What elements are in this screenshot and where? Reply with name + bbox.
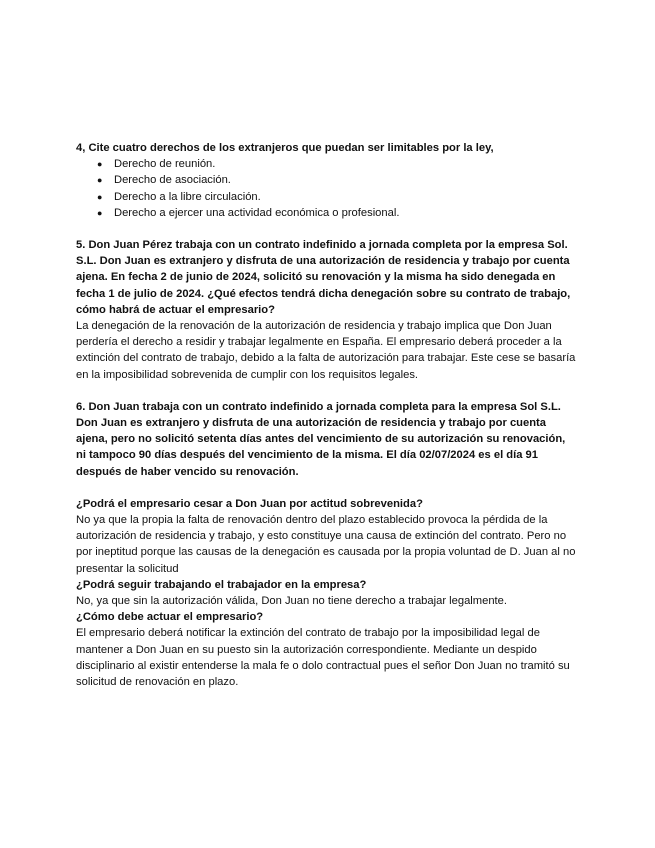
list-item: [76, 172, 576, 188]
question-6-heading: 6. Don Juan trabaja con un contrato indefinido a jornada completa para la empresa Sol S.L. Don Juan es extranjero y disfruta de una autorización de residencia y trabajo por cuenta ajena, pero no solicitó setenta días antes del vencimiento de su autorización su renovación, ni tampoco 90 días después del vencimiento de la misma. El día 02/07/2024 es el día 91 después de haber vencido su renovación.: [76, 400, 566, 478]
question-4-heading: 4, Cite cuatro derechos de los extranjeros que puedan ser limitables por la ley,: [76, 142, 494, 154]
list-item-text: Derecho de reunión.: [114, 158, 216, 171]
question-6-subquestion-1: ¿Podrá el empresario cesar a Don Juan por actitud sobrevenida?: [76, 497, 423, 510]
bullet-icon: ●: [97, 159, 103, 170]
question-6-answer-3: El empresario deberá notificar la extinción del contrato de trabajo por la imposibilidad legal de mantener a Don Juan en su puesto sin la autorización correspondiente. Mediante un despido disciplinario al existir entenderse la mala fe o dolo contractual pues el señor Don Juan no tramitó su solicitud de renovación en plazo.: [76, 627, 570, 689]
question-5-heading: 5. Don Juan Pérez trabaja con un contrato indefinido a jornada completa por la empresa Sol. S.L. Don Juan es extranjero y disfruta de una autorización de residencia y trabajo por cuenta ajena. En fecha 2 de junio de 2024, solicitó su renovación y la misma ha sido denegada en fecha 1 de julio de 2024. ¿Qué efectos tendrá dicha denegación sobre su contrato de trabajo, cómo habrá de actuar el empresario?: [76, 239, 571, 316]
list-item-text: Derecho a ejercer una actividad económica o profesional.: [114, 206, 400, 219]
list-item: [76, 156, 576, 172]
question-6-subquestion-2: ¿Podrá seguir trabajando el trabajador en la empresa?: [76, 578, 367, 591]
bullet-icon: ●: [97, 191, 103, 202]
list-item-text: Derecho de asociación.: [114, 174, 231, 187]
bullet-icon: ●: [97, 175, 103, 186]
rights-list: [76, 156, 576, 221]
list-item: [76, 189, 576, 205]
bullet-icon: ●: [97, 207, 103, 218]
question-6-subquestion-3: ¿Cómo debe actuar el empresario?: [76, 611, 264, 624]
list-item: [76, 205, 576, 221]
question-6-answer-2: No, ya que sin la autorización válida, Don Juan no tiene derecho a trabajar legalmente.: [76, 595, 507, 608]
question-5-answer: La denegación de la renovación de la autorización de residencia y trabajo implica que Don Juan perdería el derecho a residir y trabajar legalmente en España. El empresario deberá proceder a la extinción del contrato de trabajo, debido a la falta de autorización para trabajar. Este cese se basaría en la imposibilidad sobrevenida de cumplir con los requisitos legales.: [76, 320, 576, 381]
document-content: [76, 140, 576, 690]
question-6-answer-1: No ya que la propia la falta de renovación dentro del plazo establecido provoca la pérdida de la autorización de residencia y trabajo, y esto constituye una causa de extinción del contrato. Pero no por ineptitud porque las causas de la denegación es causada por la propia voluntad de D. Juan al no presentar la solicitud: [76, 514, 576, 575]
list-item-text: Derecho a la libre circulación.: [114, 190, 261, 203]
